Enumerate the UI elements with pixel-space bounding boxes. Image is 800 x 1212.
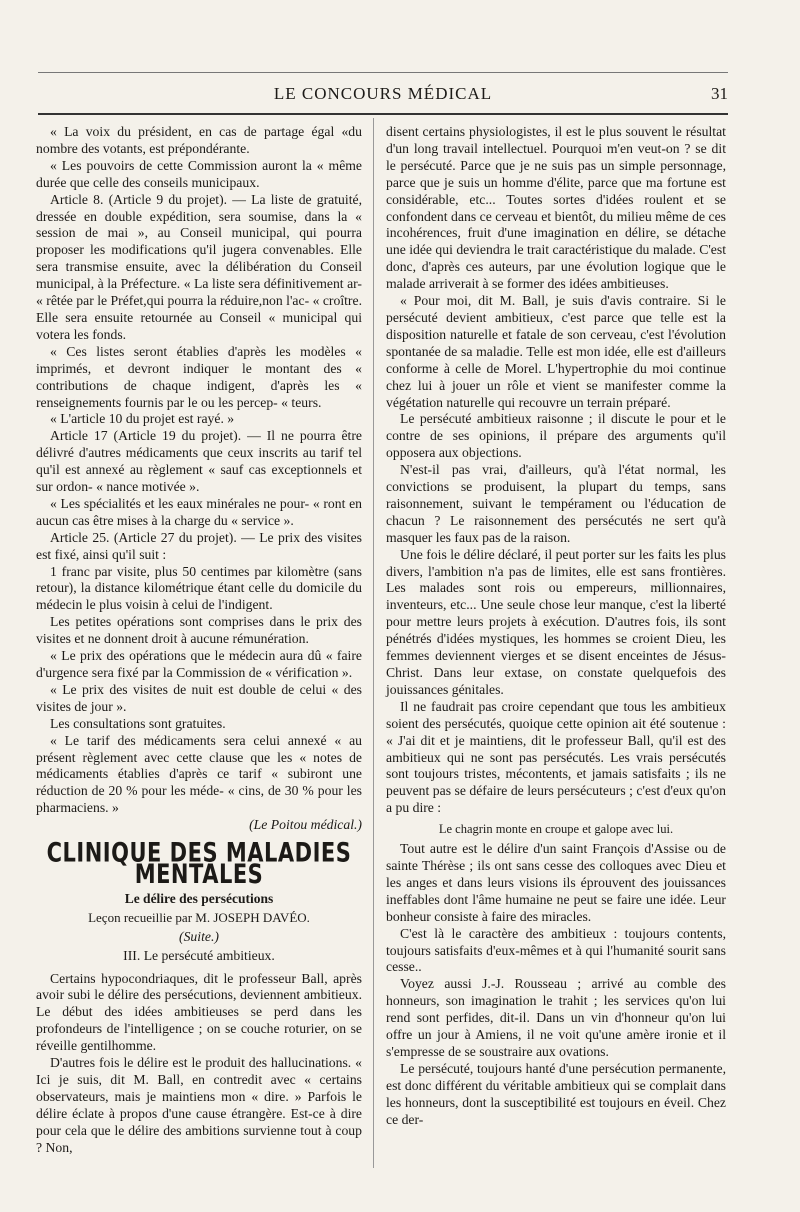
header-top-rule: [38, 72, 728, 73]
subsection-title: III. Le persécuté ambitieux.: [123, 947, 275, 963]
paragraph: « Ces listes seront établies d'après les modèles « imprimés, et devront indiquer le montant des « contributions de chaque indigent, d'après les « renseignements fournis par le ou les percep- « teurs.: [36, 343, 362, 410]
article-title: Le délire des persécutions: [124, 890, 274, 906]
left-column: [36, 124, 362, 1156]
paragraph: Les consultations sont gratuites.: [50, 715, 226, 731]
source-signature: (Le Poitou médical.): [249, 817, 362, 833]
paragraph: N'est-il pas vrai, d'ailleurs, qu'à l'état normal, les convictions se produisent, la plupart du temps, sans raisonnement, suivant le tempérament ou l'éducation de chacun ? Le raisonnement des persécutés ne sert qu'à masquer les faux pas de la raison.: [386, 462, 726, 545]
paragraph: « Pour moi, dit M. Ball, je suis d'avis contraire. Si le persécuté devient ambitieux, c'est parce que telle est la disposition naturelle et fatale de son cerveau, c'est l'évolution spontanée de sa maladie. Telle est mon idée, elle est d'ailleurs conforme à celle de Morel. L'hypertrophie du moi continue chez lui à jouer un rôle et vient se manifester comme la végétation naturelle qui recouvre un terrain préparé.: [386, 293, 726, 410]
paragraph: disent certains physiologistes, il est le plus souvent le résultat d'un long travail intellectuel. Pourquoi m'en veut-on ? se dit le persécuté. Parce que je ne suis pas un simple personnage, parce que je suis un homme d'élite, parce que ma fortune est considérable, etc... Toutes sortes d'idées roulent et se confondent dans ce cerveau et bientôt, du milieu même de ces incohérences, fruit d'une imagination en délire, se détache une idée qui deviendra le trait caractéristique du malade. C'est donc, d'après ces auteurs, par une évolution logique que le malade arriverait à se former des idées ambitieuses.: [386, 124, 726, 292]
paragraph: Certains hypocondriaques, dit le professeur Ball, après avoir subi le délire des persécutions, deviennent ambitieux. Le début des idées ambitieuses se perd dans les profondeurs de l'intelligence ; on se couche roturier, on se réveille gentilhomme.: [36, 970, 362, 1054]
verse-quote: Le chagrin monte en croupe et galope avec lui.: [438, 822, 674, 837]
paragraph: Voyez aussi J.-J. Rousseau ; arrivé au comble des honneurs, son imagination le trahit ; les services qu'on lui rend sont perfides, dit-il. Dans un vin d'honneur qu'on lui offre un jour à Amiens, il ne voit qu'une amère ironie et il s'empresse de se soustraire aux ovations.: [386, 976, 726, 1059]
journal-title: LE CONCOURS MÉDICAL: [273, 84, 493, 103]
paragraph: Article 25. (Article 27 du projet). — Le prix des visites est fixé, ainsi qu'il suit :: [36, 529, 362, 562]
paragraph: Tout autre est le délire d'un saint François d'Assise ou de sainte Thérèse ; ils ont sans cesse des colloques avec Dieu et les anges et dans leurs visions ils éprouvent des jouissances ineffables dont l'âme humaine ne peut se faire une idée. Leur bonheur consiste à faire des miracles.: [386, 841, 726, 924]
column-divider: [373, 118, 374, 1168]
paragraph: Le persécuté, toujours hanté d'une persécution permanente, est donc différent du véritable ambitieux qui se complait dans les honneurs, dont la susceptibilité est toujours en éveil. Chez ce der-: [386, 1060, 726, 1127]
paragraph: « L'article 10 du projet est rayé. »: [50, 411, 235, 427]
paragraph: Les petites opérations sont comprises dans le prix des visites et ne donnent droit à aucune rémunération.: [36, 614, 362, 647]
paragraph: 1 franc par visite, plus 50 centimes par kilomètre (sans retour), la distance kilométrique étant celle du domicile du médecin le plus voisin à celui de l'indigent.: [36, 563, 362, 613]
continued-label: (Suite.): [179, 928, 219, 944]
section-title: CLINIQUE DES MALADIES MENTALES: [46, 837, 352, 889]
right-column: [386, 124, 726, 1128]
paragraph: « Le prix des opérations que le médecin aura dû « faire d'urgence sera fixé par la Commission de « vérification ».: [36, 648, 362, 680]
paragraph: « Les pouvoirs de cette Commission auront la « même durée que celle des conseils municipaux.: [36, 157, 362, 190]
paragraph: Article 17 (Article 19 du projet). — Il ne pourra être délivré d'autres médicaments que ceux inscrits au tarif tel qu'il est annexé au règlement « sauf cas exceptionnels et sur ordon- « nance motivée ».: [36, 428, 362, 495]
header-rule: [38, 113, 728, 115]
paragraph: « Les spécialités et les eaux minérales ne pour- « ront en aucun cas être mises à la charge du « service ».: [36, 495, 362, 528]
paragraph: Il ne faudrait pas croire cependant que tous les ambitieux soient des persécutés, quoique cette opinion ait été soutenue : « J'ai dit et je maintiens, dit le professeur Ball, qu'il est des ambitieux qui ne sont pas persécutés. Les vrais persécutés sont toujours tristes, mécontents, et jamais satisfaits ; ils ne peuvent pas se défaire de leurs persécuteurs ; c'est d'eux qu'on a pu dire :: [386, 698, 726, 816]
paragraph: « Le tarif des médicaments sera celui annexé « au présent règlement avec cette clause que les « notes de médicaments établies d'après ce tarif « subiront une réduction de 20 % pour les méde- « cins, de 30 % pour les pharmaciens. »: [36, 732, 362, 816]
page-header: [38, 84, 728, 108]
paragraph: « Le prix des visites de nuit est double de celui « des visites de jour ».: [36, 681, 362, 714]
paragraph: Article 8. (Article 9 du projet). — La liste de gratuité, dressée en double expédition, sera soumise, dans la « session de mai », au Conseil municipal, qui pourra proposer les modifications qu'il jugera convenables. Elle sera transmise ensuite, avec la délibération du Conseil municipal, à la Préfecture. « La liste sera définitivement ar- « rêtée par le Préfet,qui pourra la réduire,non l'ac- « croître. Elle sera ensuite retournée au Conseil « municipal qui votera les fonds.: [36, 191, 362, 342]
paragraph: « La voix du président, en cas de partage égal «du nombre des votants, est prépondérante.: [36, 124, 362, 156]
paragraph: C'est là le caractère des ambitieux : toujours contents, toujours satisfaits d'eux-mêmes et à qui l'humanité sourit sans cesse..: [386, 925, 726, 975]
paragraph: D'autres fois le délire est le produit des hallucinations. « Ici je suis, dit M. Ball, en contredit avec « certains observateurs, mais je maintiens mon « dire. » Parfois le délire éclate à propos d'une cause étrangère. Est-ce à dire pour cela que le délire des ambitions survienne tout à coup ? Non,: [36, 1055, 362, 1155]
paragraph: Une fois le délire déclaré, il peut porter sur les faits les plus divers, l'ambition n'a pas de limites, elle est sans frontières. Les malades sont rois ou empereurs, millionnaires, inventeurs, etc... Une seule chose leur manque, c'est la liberté pour mettre leurs projets à exécution. D'autres fois, ils sont pénétrés d'idées mystiques, les hommes se croient Dieu, les femmes deviennent vierges et se disent enceintes de Jésus-Christ. Dans leur extase, on constate quelquefois des jouissances génitales.: [386, 546, 726, 697]
paragraph: Le persécuté ambitieux raisonne ; il discute le pour et le contre de ses opinions, il prépare des arguments qu'il opposera aux objections.: [386, 411, 726, 461]
page-number: 31: [711, 84, 728, 103]
lecture-credit: Leçon recueillie par M. JOSEPH DAVÉO.: [88, 909, 310, 925]
